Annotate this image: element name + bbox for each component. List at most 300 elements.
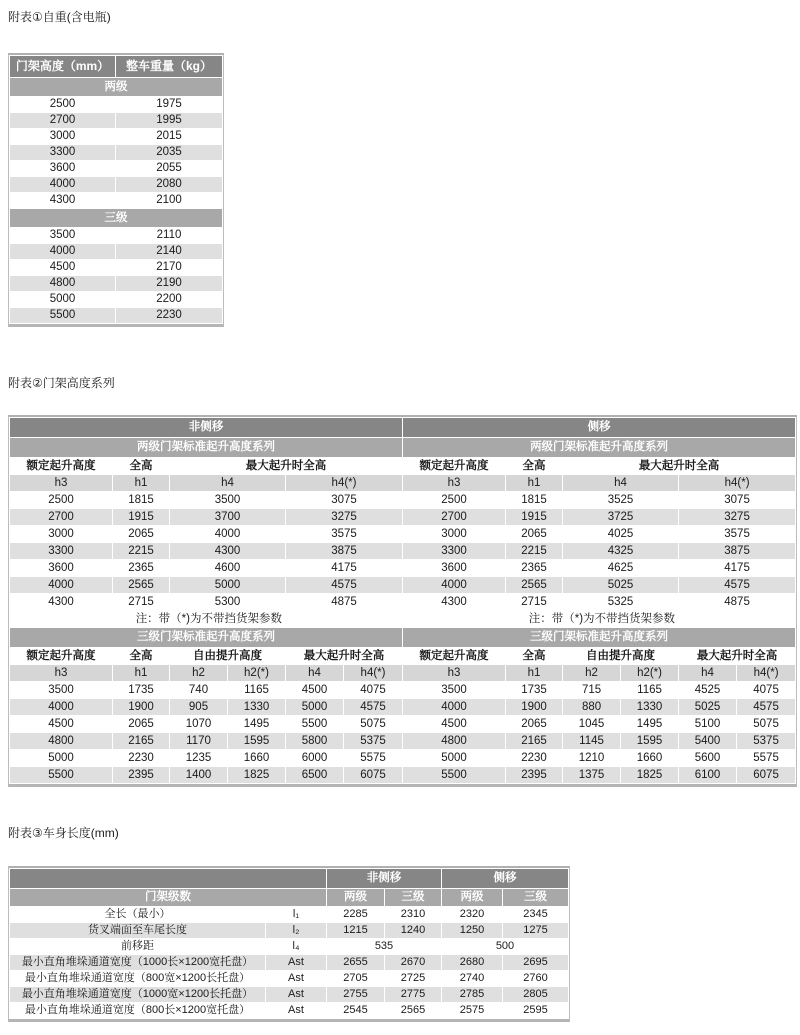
data-row <box>10 907 568 922</box>
h4-star-value: 5075 <box>737 716 795 732</box>
data-row <box>10 177 222 192</box>
stage-band-row <box>10 209 222 227</box>
data-row <box>10 260 222 275</box>
h2-star-value: 1330 <box>228 699 285 715</box>
series-band: 两级门架标准起升高度系列 <box>403 438 795 457</box>
truck-weight-value: 1975 <box>116 97 222 112</box>
row-label: 全长（最小） <box>10 907 265 922</box>
table2-body <box>10 418 795 783</box>
mast-height-value: 3300 <box>10 145 115 160</box>
shift-group-header: 侧移 <box>442 869 568 888</box>
h1-value: 2165 <box>506 733 562 749</box>
h2-value: 1145 <box>563 733 620 749</box>
h4-value: 5000 <box>286 699 343 715</box>
h4-value: 5025 <box>563 577 678 593</box>
symbol-header: h4(*) <box>737 665 795 681</box>
h3-value: 2700 <box>10 509 112 525</box>
h2-star-value: 1330 <box>621 699 678 715</box>
length-value: 2680 <box>442 955 502 970</box>
length-value: 2595 <box>503 1003 568 1018</box>
length-value: 2320 <box>442 907 502 922</box>
h2-star-value: 1495 <box>621 716 678 732</box>
h1-value: 2215 <box>113 543 169 559</box>
length-value: 2575 <box>442 1003 502 1018</box>
table3-title: 附表③车身长度(mm) <box>8 826 119 840</box>
h3-value: 5000 <box>10 750 112 766</box>
data-row <box>10 492 795 508</box>
h1-value: 2165 <box>113 733 169 749</box>
h3-value: 4500 <box>10 716 112 732</box>
h4-star-value: 4575 <box>344 699 402 715</box>
series-band-row <box>10 628 795 647</box>
h3-value: 4000 <box>10 577 112 593</box>
length-value: 2545 <box>327 1003 384 1018</box>
truck-weight-value: 2110 <box>116 228 222 243</box>
h3-value: 4000 <box>10 699 112 715</box>
h3-value: 3500 <box>403 682 505 698</box>
empty-cell <box>286 611 343 627</box>
stage-column-header: 三级 <box>503 889 568 906</box>
h4-star-value: 6075 <box>344 767 402 783</box>
rated-lift-height-header: 额定起升高度 <box>10 458 112 474</box>
length-value: 535 <box>327 939 441 954</box>
h3-value: 3000 <box>403 526 505 542</box>
footnote: 注：带（*)为不带挡货架参数 <box>403 611 678 627</box>
h4-value: 3700 <box>170 509 285 525</box>
data-row <box>10 97 222 112</box>
h3-value: 4000 <box>403 577 505 593</box>
h1-value: 2715 <box>113 594 169 610</box>
series-band-row <box>10 438 795 457</box>
rated-lift-height-header: 额定起升高度 <box>403 458 505 474</box>
mast-height-column-header: 门架高度（mm） <box>10 56 115 77</box>
shift-group-header: 非侧移 <box>327 869 441 888</box>
h4-value: 6000 <box>286 750 343 766</box>
data-row <box>10 594 795 610</box>
h1-value: 1900 <box>113 699 169 715</box>
h1-value: 2065 <box>113 716 169 732</box>
h4-value: 4000 <box>170 526 285 542</box>
stage-column-header: 两级 <box>327 889 384 906</box>
mast-height-value: 4000 <box>10 244 115 259</box>
h2-value: 905 <box>170 699 227 715</box>
h4-value: 4325 <box>563 543 678 559</box>
rated-lift-height-header: 额定起升高度 <box>10 648 112 664</box>
h3-value: 4800 <box>10 733 112 749</box>
max-lift-overall-height-header: 最大起升时全高 <box>679 648 795 664</box>
table3-body <box>10 869 568 1018</box>
length-value: 2805 <box>503 987 568 1002</box>
length-value: 2755 <box>327 987 384 1002</box>
h3-value: 3500 <box>10 682 112 698</box>
data-row <box>10 292 222 307</box>
h2-star-value: 1825 <box>228 767 285 783</box>
h1-value: 2715 <box>506 594 562 610</box>
length-value: 1240 <box>385 923 441 938</box>
data-row <box>10 971 568 986</box>
data-row <box>10 526 795 542</box>
mast-height-value: 4800 <box>10 276 115 291</box>
symbol-value: l₁ <box>266 907 326 922</box>
h1-value: 1735 <box>506 682 562 698</box>
h1-value: 2230 <box>506 750 562 766</box>
symbol-header: h4(*) <box>344 665 402 681</box>
data-row <box>10 716 795 732</box>
symbol-header: h4 <box>563 475 678 491</box>
h2-value: 1070 <box>170 716 227 732</box>
symbol-header: h2 <box>563 665 620 681</box>
h4-star-value: 4575 <box>737 699 795 715</box>
symbol-header: h4 <box>679 665 736 681</box>
length-value: 2670 <box>385 955 441 970</box>
h4-value: 6100 <box>679 767 736 783</box>
data-row <box>10 750 795 766</box>
h1-value: 1915 <box>506 509 562 525</box>
length-value: 2345 <box>503 907 568 922</box>
row-label: 最小直角堆垛通道宽度（1000宽×1200长托盘） <box>10 987 265 1002</box>
length-value: 2740 <box>442 971 502 986</box>
h4-star-value: 3875 <box>286 543 402 559</box>
data-row <box>10 228 222 243</box>
symbol-header: h4 <box>170 475 285 491</box>
h1-value: 2215 <box>506 543 562 559</box>
max-lift-overall-height-header: 最大起升时全高 <box>286 648 402 664</box>
h4-star-value: 3275 <box>286 509 402 525</box>
length-value: 2695 <box>503 955 568 970</box>
note-row <box>10 611 795 627</box>
max-lift-overall-height-header: 最大起升时全高 <box>563 458 795 474</box>
h3-value: 3300 <box>10 543 112 559</box>
h2-value: 715 <box>563 682 620 698</box>
data-row <box>10 161 222 176</box>
data-row <box>10 543 795 559</box>
table2-title: 附表②门架高度系列 <box>8 376 115 390</box>
truck-weight-value: 1995 <box>116 113 222 128</box>
h3-value: 3300 <box>403 543 505 559</box>
length-value: 2760 <box>503 971 568 986</box>
table2-container <box>8 415 797 787</box>
h4-star-value: 4075 <box>344 682 402 698</box>
row-label: 最小直角堆垛通道宽度（1000长×1200宽托盘） <box>10 955 265 970</box>
symbol-value: Ast <box>266 987 326 1002</box>
h1-value: 2065 <box>506 716 562 732</box>
table1-title: 附表①自重(含电瓶) <box>8 10 111 24</box>
h4-star-value: 4075 <box>737 682 795 698</box>
h3-value: 3600 <box>10 560 112 576</box>
length-value: 2655 <box>327 955 384 970</box>
h3-value: 2500 <box>403 492 505 508</box>
mast-stage-header: 门架级数 <box>10 889 326 906</box>
h2-star-value: 1595 <box>228 733 285 749</box>
h3-value: 2500 <box>10 492 112 508</box>
h4-star-value: 5375 <box>344 733 402 749</box>
truck-weight-value: 2035 <box>116 145 222 160</box>
mast-height-value: 2500 <box>10 97 115 112</box>
mast-height-value: 4500 <box>10 260 115 275</box>
h4-star-value: 3575 <box>679 526 795 542</box>
h1-value: 2065 <box>113 526 169 542</box>
h2-value: 880 <box>563 699 620 715</box>
length-value: 1250 <box>442 923 502 938</box>
shift-group-row <box>10 418 795 437</box>
h3-value: 3000 <box>10 526 112 542</box>
h4-value: 5400 <box>679 733 736 749</box>
h4-star-value: 3275 <box>679 509 795 525</box>
stage-column-header: 两级 <box>442 889 502 906</box>
h1-value: 1915 <box>113 509 169 525</box>
length-value: 1215 <box>327 923 384 938</box>
data-row <box>10 577 795 593</box>
symbol-header-row <box>10 665 795 681</box>
h1-value: 1815 <box>506 492 562 508</box>
data-row <box>10 955 568 970</box>
series-band: 三级门架标准起升高度系列 <box>10 628 402 647</box>
shift-group-row <box>10 869 568 888</box>
table1-header-row <box>10 56 222 77</box>
h2-value: 1210 <box>563 750 620 766</box>
data-row <box>10 987 568 1002</box>
symbol-header: h4(*) <box>286 475 402 491</box>
h1-value: 1900 <box>506 699 562 715</box>
length-value: 2565 <box>385 1003 441 1018</box>
truck-weight-value: 2015 <box>116 129 222 144</box>
column-header-row <box>10 648 795 664</box>
h1-value: 1815 <box>113 492 169 508</box>
row-label: 货叉端面至车尾长度 <box>10 923 265 938</box>
h3-value: 2700 <box>403 509 505 525</box>
h3-value: 4300 <box>403 594 505 610</box>
h4-star-value: 4575 <box>286 577 402 593</box>
symbol-header: h2(*) <box>621 665 678 681</box>
length-value: 500 <box>442 939 568 954</box>
data-row <box>10 1003 568 1018</box>
h2-star-value: 1660 <box>228 750 285 766</box>
self-weight-table <box>9 55 223 324</box>
h4-value: 3725 <box>563 509 678 525</box>
free-lift-height-header: 自由提升高度 <box>563 648 678 664</box>
series-band: 两级门架标准起升高度系列 <box>10 438 402 457</box>
symbol-header: h3 <box>10 475 112 491</box>
h4-star-value: 3875 <box>679 543 795 559</box>
truck-weight-value: 2055 <box>116 161 222 176</box>
h4-star-value: 5375 <box>737 733 795 749</box>
h2-star-value: 1165 <box>228 682 285 698</box>
h2-star-value: 1165 <box>621 682 678 698</box>
h4-value: 4525 <box>679 682 736 698</box>
h1-value: 1735 <box>113 682 169 698</box>
row-label: 最小直角堆垛通道宽度（800长×1200宽托盘） <box>10 1003 265 1018</box>
h1-value: 2565 <box>506 577 562 593</box>
free-lift-height-header: 自由提升高度 <box>170 648 285 664</box>
h1-value: 2230 <box>113 750 169 766</box>
h3-value: 4000 <box>403 699 505 715</box>
truck-weight-value: 2190 <box>116 276 222 291</box>
data-row <box>10 560 795 576</box>
stage-band: 三级 <box>10 209 222 227</box>
table1-container <box>8 53 224 327</box>
length-value: 2785 <box>442 987 502 1002</box>
h4-star-value: 3075 <box>286 492 402 508</box>
h4-star-value: 4175 <box>286 560 402 576</box>
table3-container <box>8 866 570 1022</box>
empty-cell <box>679 611 736 627</box>
data-row <box>10 129 222 144</box>
symbol-value: l₂ <box>266 923 326 938</box>
data-row <box>10 699 795 715</box>
symbol-header: h1 <box>506 665 562 681</box>
truck-weight-value: 2200 <box>116 292 222 307</box>
row-label: 最小直角堆垛通道宽度（800宽×1200长托盘） <box>10 971 265 986</box>
length-value: 2705 <box>327 971 384 986</box>
truck-weight-value: 2080 <box>116 177 222 192</box>
h4-value: 5800 <box>286 733 343 749</box>
empty-cell <box>344 611 402 627</box>
h4-star-value: 5575 <box>737 750 795 766</box>
data-row <box>10 145 222 160</box>
truck-weight-value: 2230 <box>116 308 222 323</box>
empty-header <box>10 869 326 888</box>
h4-value: 4600 <box>170 560 285 576</box>
h2-value: 1400 <box>170 767 227 783</box>
stage-band-row <box>10 78 222 96</box>
length-value: 2310 <box>385 907 441 922</box>
symbol-header-row <box>10 475 795 491</box>
h4-star-value: 6075 <box>737 767 795 783</box>
mast-height-value: 3500 <box>10 228 115 243</box>
overall-height-header: 全高 <box>506 458 562 474</box>
symbol-header: h1 <box>113 665 169 681</box>
h1-value: 2365 <box>506 560 562 576</box>
overall-height-header: 全高 <box>113 648 169 664</box>
mast-height-value: 4000 <box>10 177 115 192</box>
h1-value: 2565 <box>113 577 169 593</box>
symbol-value: Ast <box>266 955 326 970</box>
h4-value: 5600 <box>679 750 736 766</box>
mast-height-value: 5000 <box>10 292 115 307</box>
h4-star-value: 5575 <box>344 750 402 766</box>
table1-body <box>10 78 222 323</box>
symbol-header: h4(*) <box>679 475 795 491</box>
h2-value: 1170 <box>170 733 227 749</box>
h4-star-value: 3575 <box>286 526 402 542</box>
symbol-header: h1 <box>113 475 169 491</box>
length-value: 2725 <box>385 971 441 986</box>
h4-value: 4025 <box>563 526 678 542</box>
h2-value: 1375 <box>563 767 620 783</box>
h2-star-value: 1660 <box>621 750 678 766</box>
length-value: 1275 <box>503 923 568 938</box>
h1-value: 2395 <box>113 767 169 783</box>
mast-height-value: 4300 <box>10 193 115 208</box>
h2-value: 1235 <box>170 750 227 766</box>
truck-weight-value: 2170 <box>116 260 222 275</box>
stage-column-header: 三级 <box>385 889 441 906</box>
mast-height-table <box>9 417 796 784</box>
symbol-value: Ast <box>266 1003 326 1018</box>
data-row <box>10 276 222 291</box>
data-row <box>10 767 795 783</box>
column-header-row <box>10 458 795 474</box>
h4-value: 5325 <box>563 594 678 610</box>
truck-weight-column-header: 整车重量（kg） <box>116 56 222 77</box>
mast-height-value: 5500 <box>10 308 115 323</box>
symbol-header: h2(*) <box>228 665 285 681</box>
length-value: 2285 <box>327 907 384 922</box>
data-row <box>10 939 568 954</box>
h3-value: 4500 <box>403 716 505 732</box>
stage-header-row <box>10 889 568 906</box>
h4-value: 4500 <box>286 682 343 698</box>
overall-height-header: 全高 <box>113 458 169 474</box>
symbol-header: h1 <box>506 475 562 491</box>
symbol-header: h3 <box>403 665 505 681</box>
h4-value: 5300 <box>170 594 285 610</box>
h3-value: 4800 <box>403 733 505 749</box>
h4-star-value: 3075 <box>679 492 795 508</box>
symbol-header: h3 <box>403 475 505 491</box>
h3-value: 5000 <box>403 750 505 766</box>
h4-value: 5000 <box>170 577 285 593</box>
shift-group-header: 非侧移 <box>10 418 402 437</box>
symbol-header: h4 <box>286 665 343 681</box>
h4-value: 5100 <box>679 716 736 732</box>
stage-band: 两级 <box>10 78 222 96</box>
h1-value: 2065 <box>506 526 562 542</box>
shift-group-header: 侧移 <box>403 418 795 437</box>
symbol-value: l₄ <box>266 939 326 954</box>
h4-value: 4300 <box>170 543 285 559</box>
h4-star-value: 4575 <box>679 577 795 593</box>
data-row <box>10 308 222 323</box>
overall-height-header: 全高 <box>506 648 562 664</box>
h2-value: 1045 <box>563 716 620 732</box>
mast-height-value: 2700 <box>10 113 115 128</box>
h2-value: 740 <box>170 682 227 698</box>
symbol-header: h2 <box>170 665 227 681</box>
h3-value: 3600 <box>403 560 505 576</box>
data-row <box>10 113 222 128</box>
h4-star-value: 4875 <box>286 594 402 610</box>
mast-height-value: 3600 <box>10 161 115 176</box>
data-row <box>10 682 795 698</box>
data-row <box>10 193 222 208</box>
data-row <box>10 509 795 525</box>
h4-value: 5025 <box>679 699 736 715</box>
h2-star-value: 1825 <box>621 767 678 783</box>
series-band: 三级门架标准起升高度系列 <box>403 628 795 647</box>
h4-value: 5500 <box>286 716 343 732</box>
h4-star-value: 5075 <box>344 716 402 732</box>
h1-value: 2365 <box>113 560 169 576</box>
body-length-table <box>9 868 569 1019</box>
h1-value: 2395 <box>506 767 562 783</box>
empty-cell <box>737 611 795 627</box>
h4-star-value: 4875 <box>679 594 795 610</box>
h4-value: 6500 <box>286 767 343 783</box>
symbol-value: Ast <box>266 971 326 986</box>
truck-weight-value: 2100 <box>116 193 222 208</box>
h3-value: 5500 <box>403 767 505 783</box>
h3-value: 4300 <box>10 594 112 610</box>
mast-height-value: 3000 <box>10 129 115 144</box>
rated-lift-height-header: 额定起升高度 <box>403 648 505 664</box>
length-value: 2775 <box>385 987 441 1002</box>
truck-weight-value: 2140 <box>116 244 222 259</box>
row-label: 前移距 <box>10 939 265 954</box>
h2-star-value: 1495 <box>228 716 285 732</box>
max-lift-overall-height-header: 最大起升时全高 <box>170 458 402 474</box>
h4-star-value: 4175 <box>679 560 795 576</box>
